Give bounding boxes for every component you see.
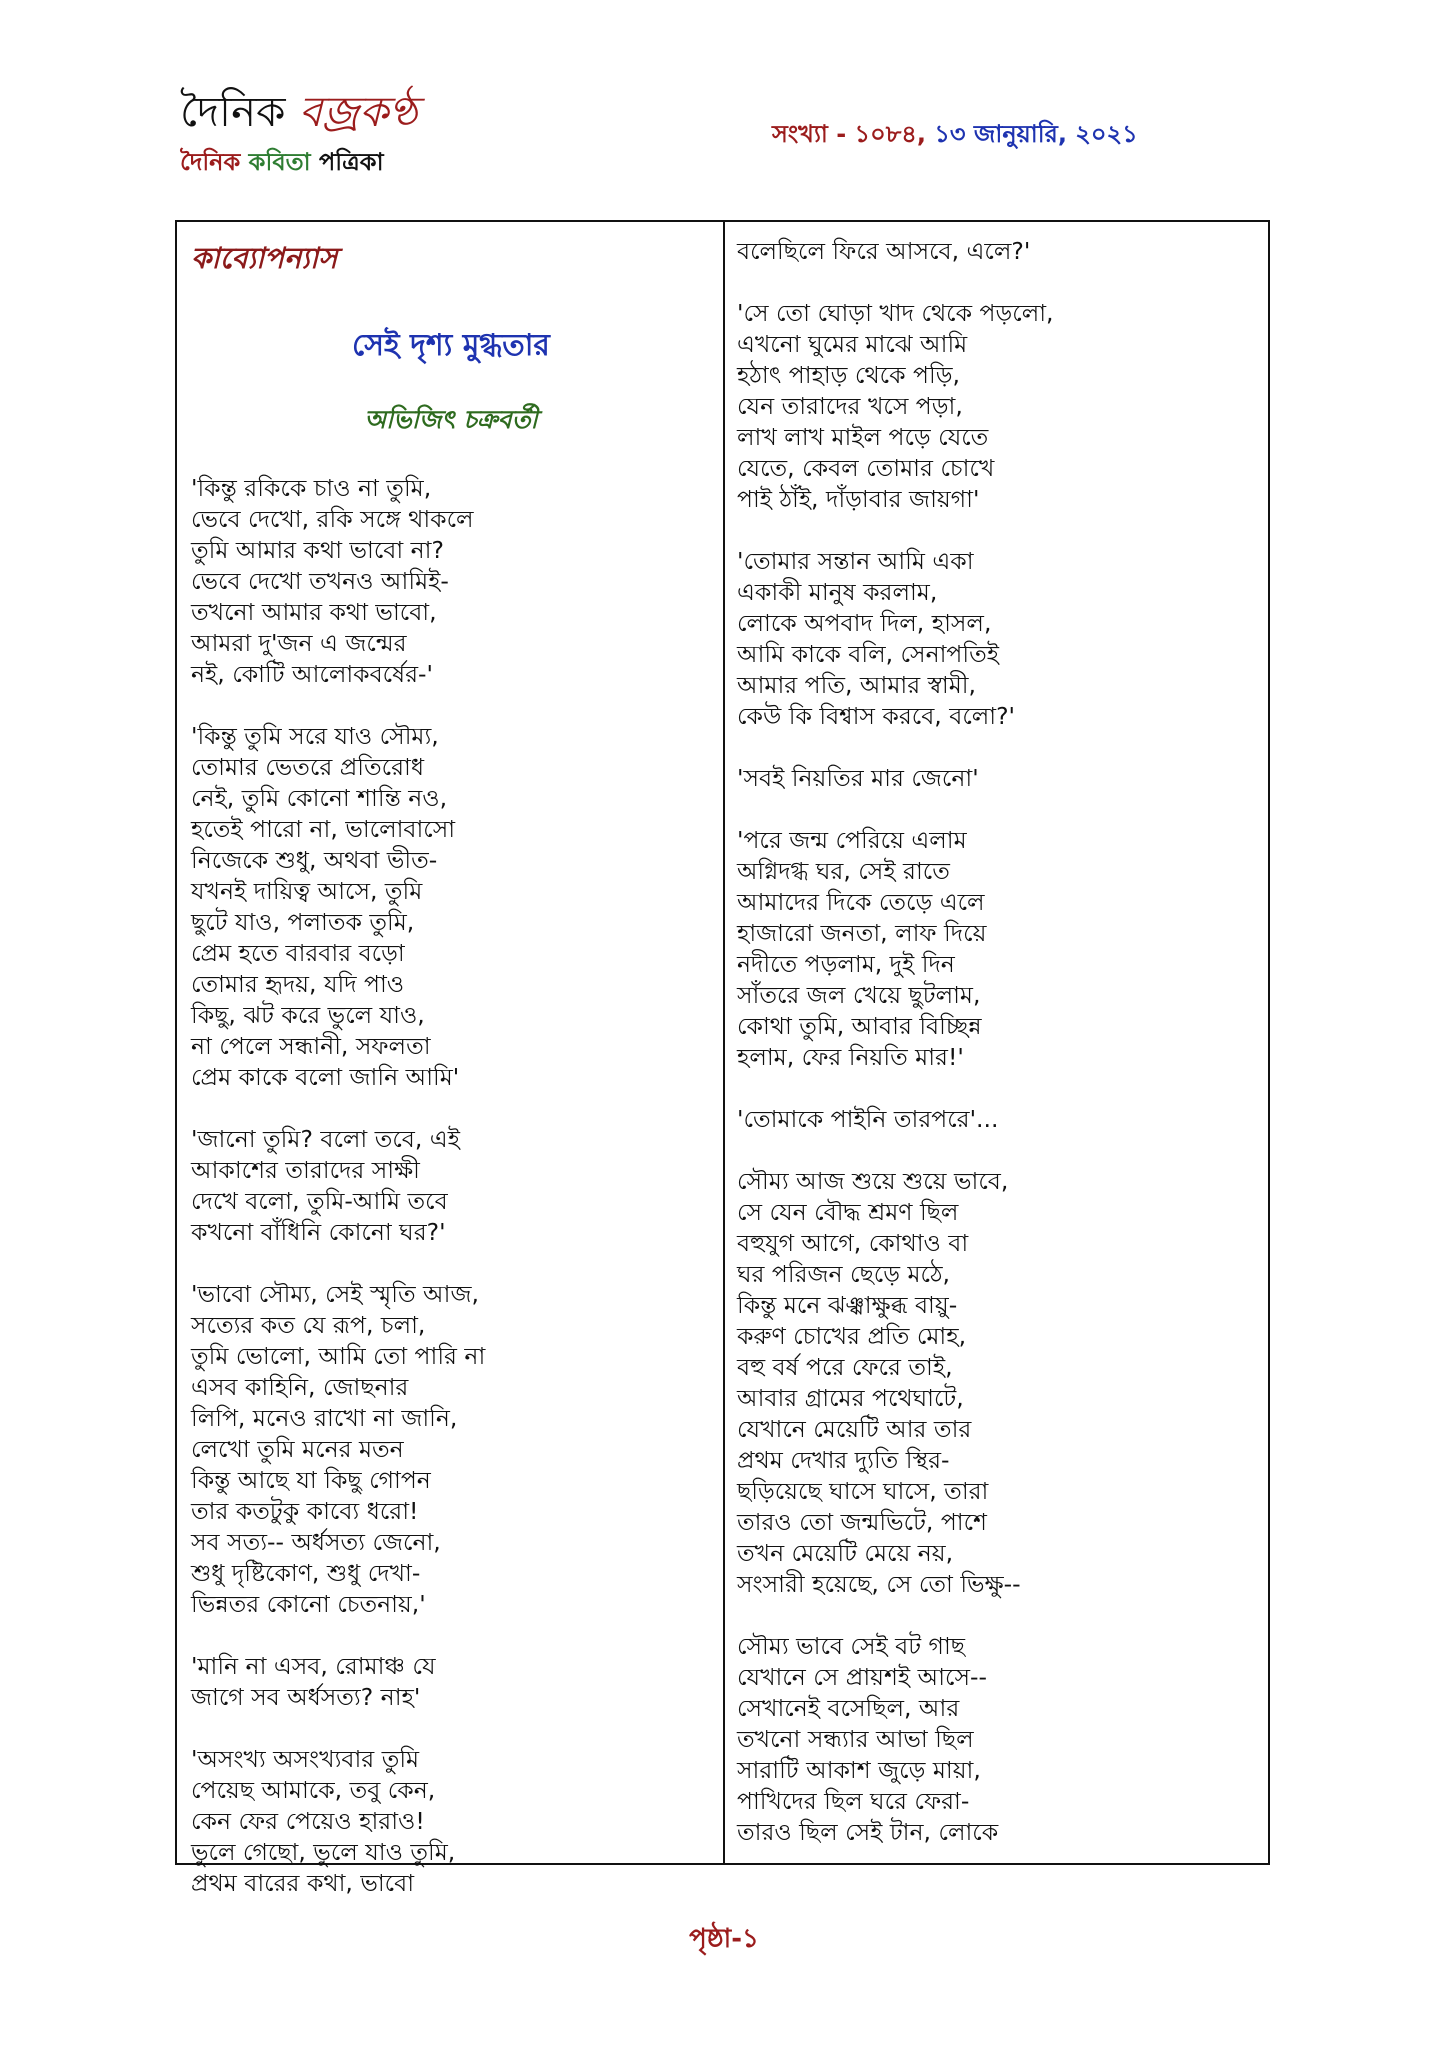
- poem-line: ভিন্নতর কোনো চেতনায়,': [191, 1590, 426, 1618]
- poem-line: হাজারো জনতা, লাফ দিয়ে: [737, 919, 987, 947]
- poem-line: আমাদের দিকে তেড়ে এলে: [737, 888, 985, 916]
- stanza: [737, 298, 1257, 515]
- poem-line: 'কিন্তু তুমি সরে যাও সৌম্য,: [191, 722, 439, 750]
- poem-line: সব সত্য-- অর্ধসত্য জেনো,: [191, 1528, 441, 1556]
- poem-title: সেই দৃশ্য মুগ্ধতার: [352, 328, 550, 363]
- poem-line: করুণ চোখের প্রতি মোহ,: [737, 1322, 967, 1350]
- poem-line: কোথা তুমি, আবার বিচ্ছিন্ন: [737, 1012, 982, 1040]
- issue-date: ১৩ জানুয়ারি, ২০২১: [934, 120, 1138, 148]
- poem-line: নই, কোটি আলোকবর্ষের-': [191, 660, 433, 688]
- poem-line: দেখে বলো, তুমি-আমি তবে: [191, 1187, 448, 1215]
- stanza: [191, 1124, 711, 1248]
- poem-line: বহু বর্ষ পরে ফেরে তাই,: [737, 1353, 953, 1381]
- poem-line: আকাশের তারাদের সাক্ষী: [191, 1156, 420, 1184]
- poem-line: হঠাৎ পাহাড় থেকে পড়ি,: [737, 361, 960, 389]
- poem-line: তোমার হৃদয়, যদি পাও: [191, 970, 405, 998]
- poem-line: তখনো সন্ধ্যার আভা ছিল: [737, 1725, 974, 1753]
- poem-line: ছড়িয়েছে ঘাসে ঘাসে, তারা: [737, 1477, 989, 1505]
- publication-tagline: [180, 144, 418, 184]
- left-column: [191, 222, 711, 1930]
- stanza: [191, 1744, 711, 1899]
- poem-line: লাখ লাখ মাইল পড়ে যেতে: [737, 423, 989, 451]
- stanza: [737, 763, 1257, 794]
- poem-line: প্রেম কাকে বলো জানি আমি': [191, 1063, 460, 1091]
- poem-line: তোমার ভেতরে প্রতিরোধ: [191, 753, 425, 781]
- poem-line: একাকী মানুষ করলাম,: [737, 578, 938, 606]
- poem-line: 'পরে জন্ম পেরিয়ে এলাম: [737, 826, 967, 854]
- stanza: [737, 1631, 1257, 1848]
- poem-line: 'সবই নিয়তির মার জেনো': [737, 764, 979, 792]
- poem-line: এখনো ঘুমের মাঝে আমি: [737, 330, 968, 358]
- poem-line: যেতে, কেবল তোমার চোখে: [737, 454, 995, 482]
- poem-line: লেখো তুমি মনের মতন: [191, 1435, 404, 1463]
- issue-number: ১০৮৪,: [854, 120, 935, 148]
- issue-label: সংখ্যা -: [772, 120, 855, 148]
- poem-line: তখন মেয়েটি মেয়ে নয়,: [737, 1539, 954, 1567]
- poem-line: সারাটি আকাশ জুড়ে মায়া,: [737, 1756, 981, 1784]
- poem-line: 'ভাবো সৌম্য, সেই স্মৃতি আজ,: [191, 1280, 479, 1308]
- poem-line: তখনো আমার কথা ভাবো,: [191, 598, 437, 626]
- poem-line: ছুটে যাও, পলাতক তুমি,: [191, 908, 415, 936]
- poem-line: লিপি, মনেও রাখো না জানি,: [191, 1404, 458, 1432]
- poem-line: পেয়েছ আমাকে, তবু কেন,: [191, 1776, 436, 1804]
- poem-line: কিছু, ঝট করে ভুলে যাও,: [191, 1001, 425, 1029]
- poem-line: প্রেম হতে বারবার বড়ো: [191, 939, 405, 967]
- poem-line: 'কিন্তু রকিকে চাও না তুমি,: [191, 474, 432, 502]
- poem-line: 'তোমার সন্তান আমি একা: [737, 547, 974, 575]
- poem-line: আমি কাকে বলি, সেনাপতিই: [737, 640, 999, 668]
- poem-line: 'অসংখ্য অসংখ্যবার তুমি: [191, 1745, 420, 1773]
- stanza: [737, 1104, 1257, 1135]
- stanza: [737, 825, 1257, 1073]
- stanza: [191, 473, 711, 690]
- poem-line: কেউ কি বিশ্বাস করবে, বলো?': [737, 702, 1016, 730]
- poem-line: লোকে অপবাদ দিল, হাসল,: [737, 609, 992, 637]
- poem-line: 'মানি না এসব, রোমাঞ্চ যে: [191, 1652, 436, 1680]
- poem-line: তারও তো জন্মভিটে, পাশে: [737, 1508, 987, 1536]
- stanza: [737, 1166, 1257, 1600]
- poem-line: 'তোমাকে পাইনি তারপরে'...: [737, 1105, 999, 1133]
- poem-line: বলেছিলে ফিরে আসবে, এলে?': [737, 237, 1031, 265]
- poem-line: শুধু দৃষ্টিকোণ, শুধু দেখা-: [191, 1559, 421, 1587]
- column-divider: [723, 222, 725, 1863]
- poem-line: কিন্তু মনে ঝঞ্ঝাক্ষুব্ধ বায়ু-: [737, 1291, 958, 1319]
- poem-line: সংসারী হয়েছে, সে তো ভিক্ষু--: [737, 1570, 1021, 1598]
- poem-line: তুমি আমার কথা ভাবো না?: [191, 536, 444, 564]
- poem-line: তার কতটুকু কাব্যে ধরো!: [191, 1497, 419, 1525]
- poem-line: হতেই পারো না, ভালোবাসো: [191, 815, 456, 843]
- poem-line: প্রথম বারের কথা, ভাবো: [191, 1869, 415, 1897]
- poem-line: 'সে তো ঘোড়া খাদ থেকে পড়লো,: [737, 299, 1054, 327]
- poem-line: নদীতে পড়লাম, দুই দিন: [737, 950, 955, 978]
- content-frame: [175, 220, 1270, 1897]
- stanza: [737, 546, 1257, 732]
- poem-line: পাই ঠাঁই, দাঁড়াবার জায়গা': [737, 485, 980, 513]
- logo-word-daily: দৈনিক: [180, 87, 286, 136]
- poem-line: ভেবে দেখো, রকি সঙ্গে থাকলে: [191, 505, 474, 533]
- poem-line: ভেবে দেখো তখনও আমিই-: [191, 567, 449, 595]
- stanza: [191, 721, 711, 1093]
- logo-word-name: বজ্রকণ্ঠ: [298, 87, 418, 136]
- poem-line: যখনই দায়িত্ব আসে, তুমি: [191, 877, 423, 905]
- tagline-word-2: কবিতা: [248, 148, 311, 177]
- poem-line: আবার গ্রামের পথেঘাটে,: [737, 1384, 964, 1412]
- poem-author: অভিজিৎ চক্রবর্তী: [364, 405, 538, 434]
- poem-line: নিজেকে শুধু, অথবা ভীত-: [191, 846, 438, 874]
- right-column: [737, 222, 1257, 1879]
- poem-line: তুমি ভোলো, আমি তো পারি না: [191, 1342, 486, 1370]
- poem-line: সাঁতরে জল খেয়ে ছুটলাম,: [737, 981, 981, 1009]
- poem-line: এসব কাহিনি, জোছনার: [191, 1373, 409, 1401]
- publication-logo: [180, 88, 418, 136]
- poem-line: সে যেন বৌদ্ধ শ্রমণ ছিল: [737, 1198, 959, 1226]
- poem-line: ভুলে গেছো, ভুলে যাও তুমি,: [191, 1838, 456, 1866]
- page-number: পৃষ্ঠা-১: [689, 1924, 759, 1954]
- poem-line: কিন্তু আছে যা কিছু গোপন: [191, 1466, 431, 1494]
- tagline-word-3: পত্রিকা: [319, 148, 384, 177]
- poem-line: আমার পতি, আমার স্বামী,: [737, 671, 976, 699]
- poem-line: 'জানো তুমি? বলো তবে, এই: [191, 1125, 460, 1153]
- poem-line: সত্যের কত যে রূপ, চলা,: [191, 1311, 426, 1339]
- poem-line: যেখানে মেয়েটি আর তার: [737, 1415, 972, 1443]
- poem-line: অগ্নিদগ্ধ ঘর, সেই রাতে: [737, 857, 950, 885]
- genre-heading: কাব্যোপন্যাস: [191, 241, 338, 275]
- poem-line: কখনো বাঁধিনি কোনো ঘর?': [191, 1218, 446, 1246]
- poem-line: জাগে সব অর্ধসত্য? নাহ': [191, 1683, 421, 1711]
- tagline-word-1: দৈনিক: [180, 148, 241, 177]
- stanza: [191, 1279, 711, 1620]
- masthead: [180, 88, 418, 184]
- poem-text-left: [191, 473, 711, 1899]
- poem-line: তারও ছিল সেই টান, লোকে: [737, 1818, 999, 1846]
- poem-text-right: [737, 236, 1257, 1848]
- poem-line: সৌম্য ভাবে সেই বট গাছ: [737, 1632, 965, 1660]
- poem-line: প্রথম দেখার দ্যুতি স্থির-: [737, 1446, 950, 1474]
- poem-line: যেন তারাদের খসে পড়া,: [737, 392, 963, 420]
- poem-line: সৌম্য আজ শুয়ে শুয়ে ভাবে,: [737, 1167, 1009, 1195]
- issue-info: [772, 116, 1138, 156]
- poem-line: সেখানেই বসেছিল, আর: [737, 1694, 960, 1722]
- stanza: [191, 1651, 711, 1713]
- poem-line: আমরা দু'জন এ জন্মের: [191, 629, 407, 657]
- poem-line: হলাম, ফের নিয়তি মার!': [737, 1043, 964, 1071]
- poem-line: কেন ফের পেয়েও হারাও!: [191, 1807, 425, 1835]
- poem-line: নেই, তুমি কোনো শান্তি নও,: [191, 784, 448, 812]
- stanza: [737, 236, 1257, 267]
- poem-line: বহুযুগ আগে, কোথাও বা: [737, 1229, 969, 1257]
- poem-line: না পেলে সন্ধানী, সফলতা: [191, 1032, 431, 1060]
- poem-line: ঘর পরিজন ছেড়ে মঠে,: [737, 1260, 951, 1288]
- poem-line: পাখিদের ছিল ঘরে ফেরা-: [737, 1787, 970, 1815]
- poem-line: যেখানে সে প্রায়শই আসে--: [737, 1663, 987, 1691]
